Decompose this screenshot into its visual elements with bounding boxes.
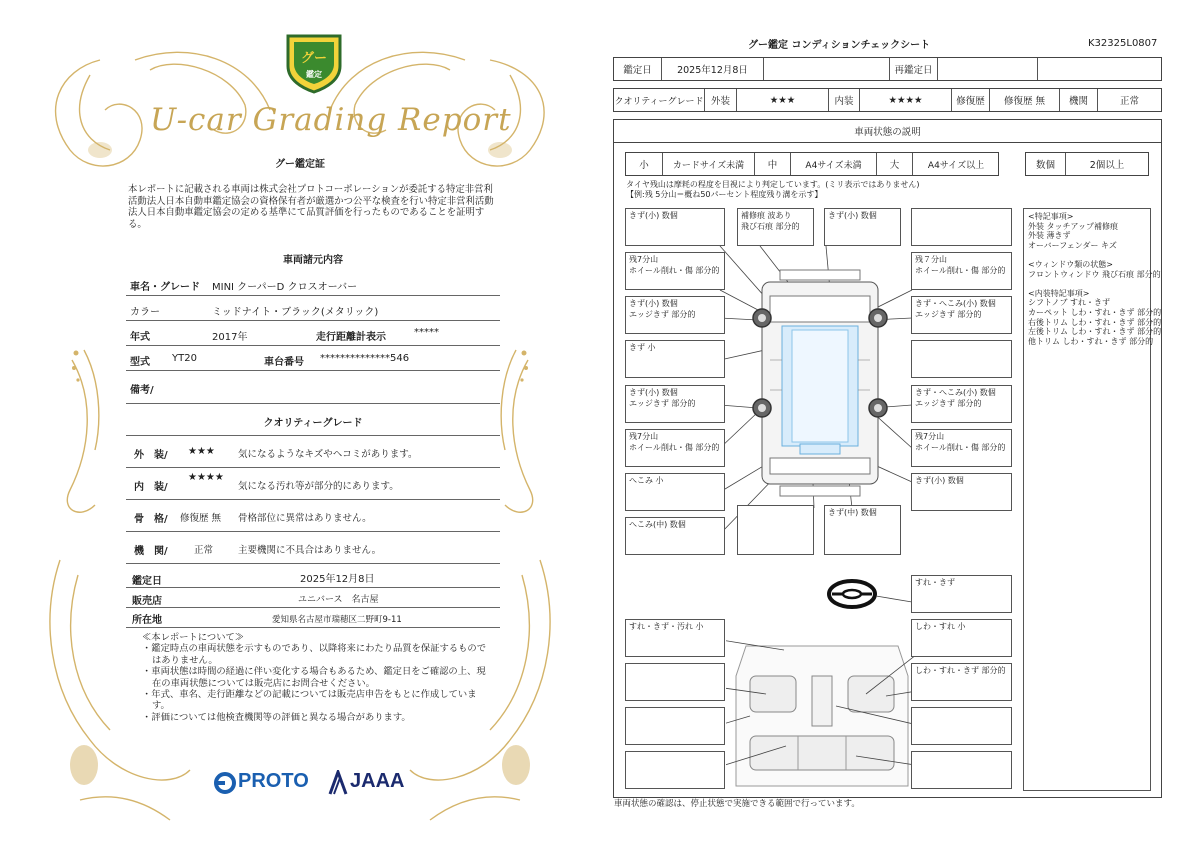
repair-history-value: 修復歴 無 [990,89,1060,111]
info-row-shop [126,588,500,608]
interior-note-line: 他トリム しわ・すれ・きず 部分的 [1028,336,1154,346]
exterior-note-box: きず(小) 数個 [824,208,901,246]
legend-large-desc: A4サイズ以上 [927,160,985,171]
notes-heading: ≪本レポートについて≫ [142,632,245,643]
jaaa-logo-text: JAAA [350,770,405,792]
exterior-note-box: きず(小) 数個 [911,473,1012,511]
spec-mileage-value: ***** [414,327,439,338]
interior-stars: ★★★★ [860,89,952,111]
reinspect-date-value [938,58,1038,80]
special-notes-panel [1023,208,1162,791]
note-item: ・評価については他検査機関等の評価と異なる場合があります。 [142,711,411,723]
sheet-id: K32325L0807 [1088,38,1158,49]
svg-text:鑑定: 鑑定 [306,70,322,79]
exterior-note-box: きず(小) 数個 エッジきず 部分的 [625,385,725,423]
quality-engine-desc: 主要機関に不具合はありません。 [238,545,382,556]
quality-row-exterior [126,436,500,468]
appraisal-date-value: 2025年12月8日 [662,58,764,80]
window-note-line: <ウィンドウ類の状態> [1028,259,1113,269]
exterior-label: 外装 [705,89,737,111]
spec-year-label: 年式 [130,332,150,343]
note-item: ・鑑定時点の車両状態を示すものであり、以降将来にわたり品質を保証するものではありません。 [142,643,486,666]
exterior-note-box: 補修痕 波あり 飛び石痕 部分的 [737,208,814,246]
exterior-note-box: へこみ(中) 数個 [625,517,725,555]
sheet-title: グー鑑定 コンディションチェックシート [748,40,931,51]
interior-note-line: 左後トリム しわ・すれ・きず 部分的 [1028,327,1162,337]
spec-row-color [126,296,500,321]
quality-exterior-stars: ★★★ [188,446,215,457]
report-notes [142,632,492,723]
legend-count: 数個 [1026,153,1066,175]
condition-check-sheet [600,0,1200,848]
quality-frame-value: 修復歴 無 [180,513,222,524]
quality-exterior-desc: 気になるようなキズやヘコミがあります。 [238,449,418,460]
spec-chassis-value: **************546 [320,353,410,364]
legend-small: 小 [626,153,663,175]
special-note-line: オーバーフェンダー キズ [1028,240,1117,250]
appraisal-date-label: 鑑定日 [614,58,662,80]
quality-row-engine [126,532,500,564]
svg-text:グー: グー [300,51,328,66]
quality-exterior-label: 外 装/ [134,450,168,461]
interior-note-box: しわ・すれ 小 [911,619,1012,657]
quality-frame-desc: 骨格部位に異常はありません。 [238,513,372,524]
special-note-line: 外装 タッチアップ補修痕 [1028,221,1118,231]
spec-name-label: 車名・グレード [130,282,200,293]
appraisal-date-blank [764,58,890,80]
certificate-title: グー鑑定証 [275,159,325,170]
interior-note-box [911,751,1012,789]
special-note-spacer [1028,279,1146,289]
proto-logo-text: PROTO [238,770,309,792]
reinspect-date-blank [1038,58,1161,80]
quality-interior-label: 内 装/ [134,482,168,493]
exterior-note-box: 残7分山 ホイール削れ・傷 部分的 [911,429,1012,467]
spec-color-value: ミッドナイト・ブラック(メタリック) [212,307,379,318]
quality-engine-label: 機 関/ [134,546,168,557]
spec-name-value: MINI クーパーD クロスオーバー [212,282,358,293]
info-row-date [126,564,500,588]
spec-row-model [126,346,500,371]
exterior-note-box: 残7分山 ホイール削れ・傷 部分的 [625,252,725,290]
window-note-line: フロントウィンドウ 飛び石痕 部分的 [1028,269,1161,279]
certificate-intro: 本レポートに記載される車両は株式会社プロトコーポレーションが委託する特定非営利活動法人日本自動車鑑定協会の資格保有者が厳選かつ公平な検査を行い特定非営利活動法人日本自動車鑑定協会の定める基準にて品質評価を行ったものであることを証明する。 [128,184,494,230]
spec-model-label: 型式 [130,357,150,368]
quality-row-frame [126,500,500,532]
appraisal-date-row [613,57,1162,81]
tire-note-1: タイヤ残山は摩耗の程度を目視により判定しています。(ミリ表示ではありません) [626,180,920,189]
exterior-note-box [911,208,1012,246]
specs-heading: 車両諸元内容 [283,255,343,266]
quality-interior-desc: 気になる汚れ等が部分的にあります。 [238,481,399,492]
interior-note-box: すれ・きず [911,575,1012,613]
sheet-footnote: 車両状態の確認は、停止状態で実施できる範囲で行っています。 [614,799,860,809]
legend-mid-desc: A4サイズ未満 [791,153,877,175]
condition-heading: 車両状態の説明 [613,119,1162,143]
vehicle-interior-diagram [726,636,918,796]
jaaa-logo-icon [326,770,348,796]
exterior-note-box: 残7分山 ホイール削れ・傷 部分的 [625,429,725,467]
special-note-line: 外装 薄きず [1028,231,1071,241]
note-item: ・年式、車名、走行距離などの記載については販売店申告をもとに作成しています。 [142,689,477,712]
info-row-address [126,608,500,628]
legend-mid: 中 [755,153,791,175]
count-legend [1025,152,1149,176]
steering-wheel-icon [826,578,878,610]
interior-note-line: シフトノブ すれ・きず [1028,298,1111,308]
note-item: ・車両状態は時間の経過に伴い変化する場合もあるため、鑑定日をご確認の上、現在の車両状態については販売店にお問合せください。 [142,666,486,689]
spec-model-value: YT20 [172,353,197,364]
engine-label: 機関 [1060,89,1098,111]
legend-large: 大 [877,153,913,175]
info-date-label: 鑑定日 [132,576,162,587]
interior-note-box: すれ・きず・汚れ 小 [625,619,725,657]
spec-year-value: 2017年 [212,332,248,343]
info-shop-value: ユニバース 名古屋 [298,595,379,605]
spec-mileage-label: 走行距離計表示 [316,332,386,343]
exterior-stars: ★★★ [737,89,829,111]
spec-row-year [126,321,500,346]
exterior-note-box: 残７分山 ホイール削れ・傷 部分的 [911,252,1012,290]
spec-row-remarks [126,371,500,404]
reinspect-date-label: 再鑑定日 [890,58,938,80]
interior-note-line: 右後トリム しわ・すれ・きず 部分的 [1028,317,1162,327]
special-note-spacer [1028,250,1146,260]
repair-history-label: 修復歴 [952,89,990,111]
info-shop-label: 販売店 [132,596,162,607]
quality-engine-value: 正常 [194,545,214,556]
quality-frame-label: 骨 格/ [134,514,168,525]
info-address-label: 所在地 [132,615,162,626]
tire-note-2: 【例:残 5分山＝概ね50パーセント程度残り溝を示す】 [626,190,823,199]
exterior-note-box [911,340,1012,378]
engine-value: 正常 [1119,96,1139,107]
exterior-note-box: きず(小) 数個 エッジきず 部分的 [625,296,725,334]
exterior-note-box: きず(小) 数個 [625,208,725,246]
interior-note-line: <内装特記事項> [1028,288,1090,298]
interior-note-box [911,707,1012,745]
steering-leader-line [876,590,916,610]
spec-row-name [126,272,500,296]
exterior-note-box: きず 小 [625,340,725,378]
quality-grade-label: クオリティーグレード [614,89,705,111]
exterior-note-box [737,505,814,555]
exterior-note-box: へこみ 小 [625,473,725,511]
exterior-note-box: きず(中) 数個 [824,505,901,555]
info-address-value: 愛知県名古屋市瑞穂区二野町9-11 [272,615,402,625]
quality-interior-stars: ★★★★ [188,472,224,483]
quality-heading: クオリティーグレード [263,418,363,429]
interior-note-box [625,663,725,701]
interior-note-box: しわ・すれ・きず 部分的 [911,663,1012,701]
quality-grade-row [613,88,1162,112]
quality-row-interior [126,468,500,500]
proto-logo-icon [214,772,236,794]
spec-remarks-label: 備考/ [130,385,154,396]
size-legend [625,152,999,176]
exterior-note-box: きず・へこみ(小) 数個 エッジきず 部分的 [911,385,1012,423]
exterior-note-box: きず・へこみ(小) 数個 エッジきず 部分的 [911,296,1012,334]
interior-label: 内装 [829,89,860,111]
special-note-line: <特記事項> [1028,212,1074,221]
spec-chassis-label: 車台番号 [264,357,304,368]
interior-note-box [625,707,725,745]
interior-note-box [625,751,725,789]
info-date-value: 2025年12月8日 [300,574,375,585]
interior-note-line: カーペット しわ・すれ・きず 部分的 [1028,307,1162,317]
quality-heading-rule [126,406,500,436]
legend-count-desc: 2個以上 [1089,160,1125,171]
report-heading: U-car Grading Report [150,102,512,138]
spec-color-label: カラー [130,307,160,318]
legend-small-desc: カードサイズ未満 [663,153,755,175]
goo-appraisal-badge-icon [284,30,344,94]
